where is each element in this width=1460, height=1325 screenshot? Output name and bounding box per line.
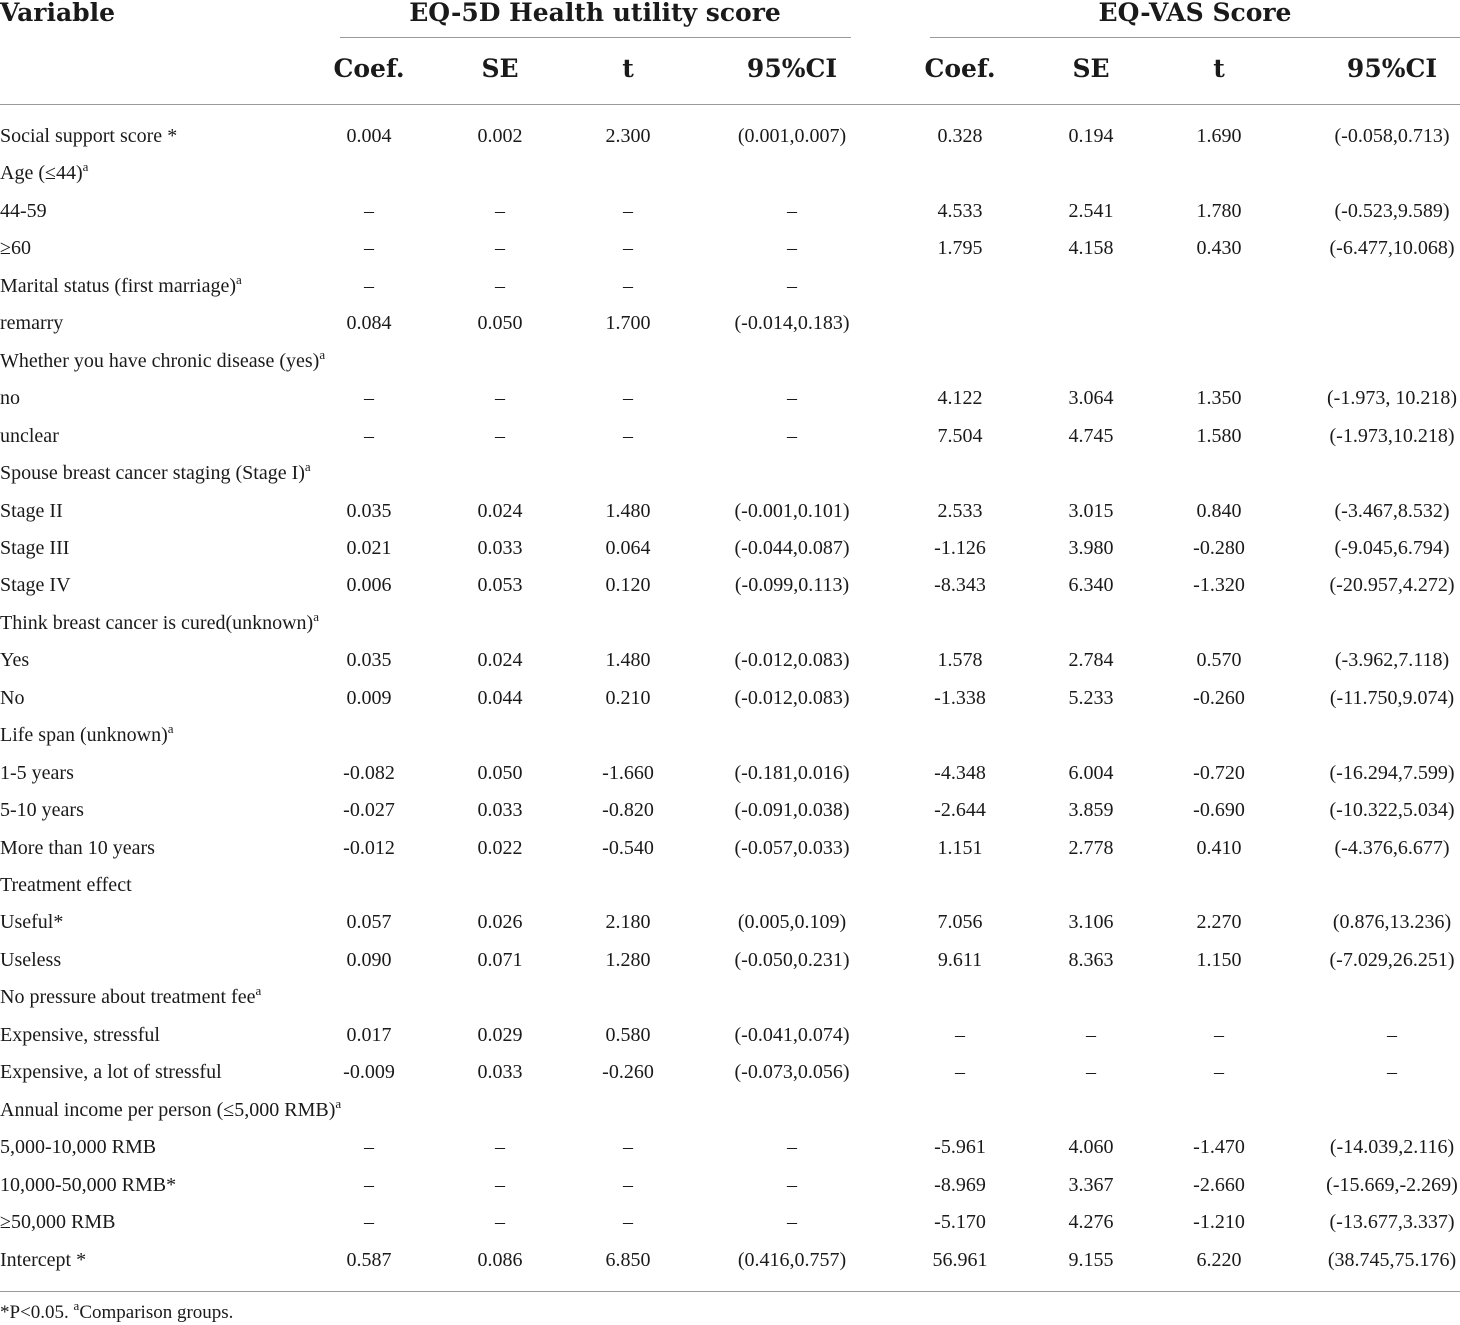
table-cell: 0.064 [605,536,651,559]
table-cell: 1.350 [1196,387,1242,410]
table-cell: – [623,1136,633,1159]
row-label [0,800,84,820]
table-row [0,1137,1460,1174]
table-cell: -2.660 [1193,1173,1245,1196]
table-cell: – [364,1173,374,1196]
table-row [0,426,1460,463]
table-cell: 0.033 [477,1061,523,1084]
row-label [0,159,89,185]
table-cell: (-1.973, 10.218) [1327,387,1457,410]
table-cell: -1.338 [934,686,986,709]
row-label [0,126,177,146]
row-label [0,838,155,858]
table-cell: – [364,424,374,447]
table-cell: 2.300 [605,125,651,147]
table-cell: – [364,274,374,297]
table-cell: 0.006 [346,574,392,597]
table-cell: (-6.477,10.068) [1329,237,1455,260]
table-cell: 2.541 [1068,199,1114,222]
table-cell: – [1086,1061,1096,1084]
table-cell: 6.004 [1068,761,1114,784]
column-header-6: SE [1072,54,1110,83]
row-label-text: 5,000-10,000 RMB [0,1136,157,1159]
table-cell: – [495,387,505,410]
table-row [0,912,1460,949]
table-row [0,346,1460,388]
table-cell: -1.320 [1193,574,1245,597]
table-row [0,1025,1460,1062]
table-cell: 3.859 [1068,799,1114,822]
column-header-1: Coef. [333,54,405,83]
table-cell: – [364,1136,374,1159]
table-cell: 3.980 [1068,536,1114,559]
table-cell: 1.480 [605,499,651,522]
table-cell: 0.050 [477,312,523,335]
row-label [0,1095,342,1121]
table-cell: 8.363 [1068,948,1114,971]
table-cell: – [787,237,797,260]
footnote-sup: a [73,1298,80,1313]
row-label [0,983,262,1009]
row-label-sup: a [82,159,89,175]
table-cell: -1.126 [934,536,986,559]
table-row [0,1175,1460,1212]
table-cell: -0.280 [1193,536,1245,559]
table-row [0,1095,1460,1137]
table-cell: (-13.677,3.337) [1329,1211,1455,1234]
table-cell: – [787,424,797,447]
table-cell: (-0.012,0.083) [734,686,850,709]
table-cell: (0.416,0.757) [737,1248,847,1271]
table-cell: 3.367 [1068,1173,1114,1196]
table-cell: (-0.012,0.083) [734,649,850,672]
table-cell: -8.969 [934,1173,986,1196]
row-label-sup: a [236,271,242,287]
table-cell: – [364,199,374,222]
table-cell: – [623,237,633,260]
table-cell: (-0.001,0.101) [734,499,850,522]
table-bottom-rule [0,1291,1460,1292]
table-cell: 0.009 [346,686,392,709]
row-label-text: Age (≤44) [0,162,83,185]
table-cell: 0.057 [346,911,392,934]
table-row [0,800,1460,837]
table-row [0,1212,1460,1249]
table-cell: – [1214,1023,1224,1046]
row-label [0,608,319,634]
table-cell: 1.151 [937,836,983,859]
row-label [0,1175,176,1195]
table-row [0,838,1460,875]
table-cell: 4.060 [1068,1136,1114,1159]
table-row [0,983,1460,1024]
table-cell: 0.328 [937,125,983,147]
table-row [0,238,1460,275]
table-cell: (-0.050,0.231) [734,948,850,971]
table-row [0,459,1460,500]
row-label-text: remarry [0,312,64,335]
row-label [0,950,61,970]
table-cell: 0.120 [605,574,651,597]
header-eqvas: EQ-VAS Score [1098,0,1292,27]
table-row [0,575,1460,612]
table-row [0,538,1460,575]
row-label [0,575,71,595]
footnote [0,1298,234,1324]
row-label [0,688,24,708]
table-cell: 3.106 [1068,911,1114,934]
table-cell: 3.064 [1068,387,1114,410]
table-cell: -5.961 [934,1136,986,1159]
table-cell: -1.660 [602,761,654,784]
table-cell: (-16.294,7.599) [1329,761,1455,784]
row-label [0,912,63,932]
table-cell: 0.071 [477,948,523,971]
row-label-text: Annual income per person (≤5,000 RMB) [0,1098,336,1121]
table-row [0,950,1460,987]
column-header-2: SE [481,54,519,83]
table-cell: 56.961 [932,1248,988,1271]
row-label [0,1212,115,1232]
row-label-text: Treatment effect [0,874,132,896]
table-cell: 0.587 [346,1248,392,1271]
row-label [0,721,174,747]
table-cell: 7.504 [937,424,983,447]
table-cell: (-0.058,0.713) [1334,125,1450,147]
header-bottom-rule [0,104,1460,105]
row-label [0,313,63,333]
row-label [0,201,47,221]
row-label [0,271,242,297]
table-row [0,126,1460,163]
table-cell: (-0.041,0.074) [734,1023,850,1046]
row-label-text: Stage IV [0,574,71,597]
table-cell: – [787,387,797,410]
row-label-text: 44-59 [0,199,47,222]
table-cell: (0.876,13.236) [1332,911,1452,934]
row-label [0,388,20,408]
table-cell: 0.035 [346,499,392,522]
row-label [0,1062,222,1082]
table-row [0,1062,1460,1099]
row-label-text: Expensive, stressful [0,1023,160,1046]
table-cell: (-0.523,9.589) [1334,199,1450,222]
table-row [0,313,1460,350]
table-cell: 1.690 [1196,125,1242,147]
table-row [0,271,1460,313]
row-label-text: ≥50,000 RMB [0,1211,116,1234]
row-label [0,346,326,372]
footnote-comparison: Comparison groups. [79,1302,234,1323]
table-cell: 2.180 [605,911,651,934]
table-row [0,875,1460,912]
table-cell: -2.644 [934,799,986,822]
table-cell: 0.021 [346,536,392,559]
table-cell: – [787,1211,797,1234]
table-cell: 0.570 [1196,649,1242,672]
table-cell: – [1214,1061,1224,1084]
row-label-text: ≥60 [0,237,31,260]
row-label-sup: a [304,459,311,475]
row-label-text: Intercept * [0,1248,87,1271]
table-cell: (38.745,75.176) [1327,1248,1457,1271]
table-cell: (-20.957,4.272) [1329,574,1455,597]
table-cell: 1.578 [937,649,983,672]
table-cell: (-15.669,-2.269) [1326,1173,1458,1196]
row-label-text: unclear [0,424,59,447]
row-label [0,1250,86,1270]
table-cell: (-0.181,0.016) [734,761,850,784]
row-label [0,501,63,521]
table-cell: 9.611 [937,948,983,971]
row-label-text: No [0,686,25,709]
row-label-text: Marital status (first marriage) [0,274,237,297]
table-cell: 1.700 [605,312,651,335]
table-cell: – [623,1173,633,1196]
column-header-7: t [1213,54,1225,83]
table-cell: 1.780 [1196,199,1242,222]
table-cell: 0.033 [477,536,523,559]
table-cell: – [495,199,505,222]
table-cell: 6.340 [1068,574,1114,597]
table-cell: 1.280 [605,948,651,971]
row-label-text: 1-5 years [0,761,74,784]
table-cell: (0.005,0.109) [737,911,847,934]
table-cell: -0.027 [343,799,395,822]
table-cell: 2.784 [1068,649,1114,672]
row-label-text: No pressure about treatment fee [0,986,256,1009]
table-cell: 0.024 [477,649,523,672]
row-label-sup: a [255,983,262,999]
table-cell: – [623,199,633,222]
row-label-sup: a [319,346,326,362]
row-label [0,238,31,258]
row-label [0,426,59,446]
table-cell: – [495,237,505,260]
table-cell: – [623,387,633,410]
table-row [0,721,1460,762]
column-header-3: t [622,54,634,83]
row-label-text: Social support score * [0,125,178,147]
table-cell: 4.745 [1068,424,1114,447]
header-eq5d: EQ-5D Health utility score [409,0,781,27]
column-header-5: Coef. [924,54,996,83]
row-label-text: 5-10 years [0,799,84,822]
group-rule-eqvas [930,37,1460,38]
table-cell: 1.150 [1196,948,1242,971]
table-cell: 0.430 [1196,237,1242,260]
table-cell: – [955,1023,965,1046]
table-cell: 2.533 [937,499,983,522]
table-row [0,159,1460,200]
table-cell: -0.820 [602,799,654,822]
table-cell: (-3.467,8.532) [1334,499,1450,522]
table-cell: 1.795 [937,237,983,260]
table-cell: – [1086,1023,1096,1046]
table-row [0,388,1460,425]
table-cell: – [787,1173,797,1196]
header-variable: Variable [0,0,116,27]
table-cell: – [495,274,505,297]
table-cell: 6.850 [605,1248,651,1271]
table-cell: 0.017 [346,1023,392,1046]
table-cell: 0.410 [1196,836,1242,859]
row-label-text: no [0,387,20,410]
column-header-4: 95%CI [746,54,838,83]
table-cell: 4.122 [937,387,983,410]
row-label-text: Life span (unknown) [0,724,168,747]
table-cell: 0.050 [477,761,523,784]
row-label-sup: a [335,1095,342,1111]
table-cell: – [787,199,797,222]
table-cell: – [364,1211,374,1234]
row-label-text: Useful* [0,911,64,934]
row-label-text: Yes [0,649,30,672]
table-cell: 3.015 [1068,499,1114,522]
table-cell: – [495,1211,505,1234]
table-cell: 0.004 [346,125,392,147]
table-cell: -0.260 [1193,686,1245,709]
row-label [0,538,69,558]
column-header-8: 95%CI [1346,54,1438,83]
table-cell: 9.155 [1068,1248,1114,1271]
row-label-text: Stage II [0,499,63,522]
table-cell: – [1387,1061,1397,1084]
table-cell: 0.084 [346,312,392,335]
table-cell: 0.044 [477,686,523,709]
table-cell: (-4.376,6.677) [1334,836,1450,859]
row-label [0,1025,160,1045]
row-label-text: Spouse breast cancer staging (Stage I) [0,462,305,485]
row-label [0,459,311,485]
table-cell: -0.012 [343,836,395,859]
table-row [0,650,1460,687]
table-cell: – [623,1211,633,1234]
table-cell: -1.470 [1193,1136,1245,1159]
table-cell: 4.533 [937,199,983,222]
table-cell: -5.170 [934,1211,986,1234]
row-label-text: More than 10 years [0,836,155,859]
table-cell: 0.580 [605,1023,651,1046]
table-cell: -4.348 [934,761,986,784]
table-cell: (-7.029,26.251) [1329,948,1455,971]
table-cell: (0.001,0.007) [737,125,847,147]
table-cell: 0.210 [605,686,651,709]
row-label [0,763,74,783]
table-cell: 0.840 [1196,499,1242,522]
table-cell: – [495,424,505,447]
row-label [0,1137,156,1157]
table-cell: 0.029 [477,1023,523,1046]
table-cell: – [364,237,374,260]
table-cell: – [623,424,633,447]
table-row [0,201,1460,238]
table-cell: – [955,1061,965,1084]
table-cell: – [623,274,633,297]
table-cell: (-3.962,7.118) [1334,649,1450,672]
table-cell: (-10.322,5.034) [1329,799,1455,822]
table-cell: 0.194 [1068,125,1114,147]
table-cell: 0.086 [477,1248,523,1271]
table-row [0,688,1460,725]
table-cell: – [787,274,797,297]
table-cell: 0.022 [477,836,523,859]
table-cell: 2.778 [1068,836,1114,859]
table-cell: -0.720 [1193,761,1245,784]
row-label-text: Expensive, a lot of stressful [0,1061,222,1084]
table-cell: (-0.044,0.087) [734,536,850,559]
table-cell: 1.480 [605,649,651,672]
table-cell: – [364,387,374,410]
table-cell: 4.276 [1068,1211,1114,1234]
table-cell: -0.082 [343,761,395,784]
table-cell: -0.690 [1193,799,1245,822]
table-row [0,1250,1460,1287]
row-label-text: Stage III [0,536,70,559]
table-cell: – [495,1173,505,1196]
table-cell: 7.056 [937,911,983,934]
table-cell: 0.090 [346,948,392,971]
table-cell: (-0.091,0.038) [734,799,850,822]
row-label-text: Think breast cancer is cured(unknown) [0,611,314,634]
row-label [0,650,29,670]
row-label-text: Whether you have chronic disease (yes) [0,349,320,372]
row-label-text: Useless [0,948,62,971]
table-cell: (-9.045,6.794) [1334,536,1450,559]
table-cell: – [495,1136,505,1159]
footnote-significance: *P<0.05. [0,1302,74,1323]
table-cell: 0.035 [346,649,392,672]
table-cell: 0.002 [477,125,523,147]
table-cell: (-0.099,0.113) [734,574,850,597]
row-label-sup: a [167,721,174,737]
table-cell: 4.158 [1068,237,1114,260]
row-label [0,875,132,895]
table-cell: (-1.973,10.218) [1329,424,1455,447]
table-cell: -0.009 [343,1061,395,1084]
table-cell: 0.053 [477,574,523,597]
table-cell: 0.024 [477,499,523,522]
table-cell: 5.233 [1068,686,1114,709]
table-cell: (-14.039,2.116) [1329,1136,1455,1159]
table-cell: 0.033 [477,799,523,822]
table-cell: -0.540 [602,836,654,859]
table-cell: -0.260 [602,1061,654,1084]
table-cell: – [787,1136,797,1159]
table-cell: (-0.014,0.183) [734,312,850,335]
row-label-text: 10,000-50,000 RMB* [0,1173,177,1196]
table-cell: 0.026 [477,911,523,934]
table-row [0,763,1460,800]
table-row [0,608,1460,650]
table-cell: -8.343 [934,574,986,597]
table-cell: – [1387,1023,1397,1046]
table-cell: 1.580 [1196,424,1242,447]
table-cell: 2.270 [1196,911,1242,934]
row-label-sup: a [313,608,319,624]
table-cell: (-0.057,0.033) [734,836,850,859]
table-cell: (-11.750,9.074) [1329,686,1455,709]
table-row [0,501,1460,538]
table-cell: (-0.073,0.056) [734,1061,850,1084]
table-cell: -1.210 [1193,1211,1245,1234]
table-cell: 6.220 [1196,1248,1242,1271]
group-rule-eq5d [340,37,851,38]
